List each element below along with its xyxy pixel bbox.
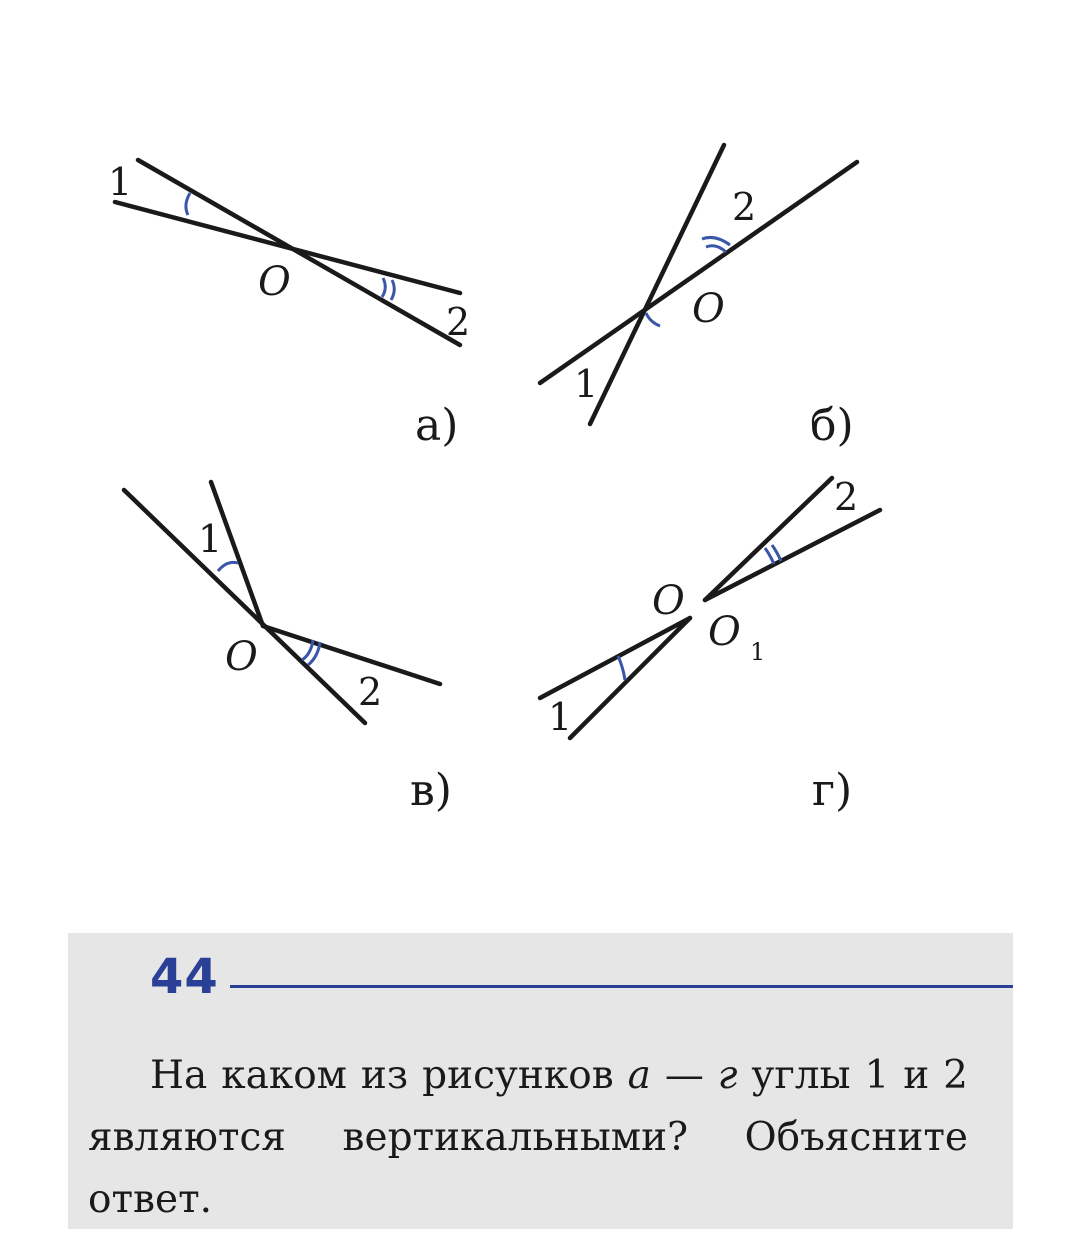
- task-divider: [230, 985, 1013, 988]
- figure-a-caption: а): [415, 400, 459, 451]
- figure-b-angle-2-arc-2: [702, 237, 730, 245]
- figure-g-vertex-label: O: [652, 578, 685, 624]
- figure-g-angle-2-arc: [765, 548, 774, 564]
- figure-a-angle-2-arc-2: [391, 280, 394, 300]
- figure-g-line-1: [540, 618, 690, 698]
- task-text-part2: углы 1 и 2 являются вертикальными? Объясните ответ.: [88, 1053, 968, 1222]
- task-var-a: а: [627, 1053, 651, 1098]
- figure-b: [540, 145, 857, 451]
- figure-v-line-3: [263, 626, 440, 684]
- figure-v-vertex-label: O: [225, 634, 258, 680]
- figure-g-vertex2-subscript: 1: [750, 638, 766, 666]
- figure-a-vertex-label: O: [258, 259, 291, 305]
- figure-a-angle-1-arc: [186, 193, 190, 215]
- figure-b-angle-2-arc: [706, 246, 726, 252]
- figure-b-line-2: [590, 145, 724, 424]
- figure-g-line-4: [705, 510, 880, 600]
- figure-v: [124, 482, 452, 816]
- figure-b-angle-1-label: 1: [574, 362, 599, 406]
- figure-g: [540, 475, 880, 816]
- figure-v-angle-2-arc: [302, 640, 313, 660]
- figure-v-line-1: [124, 490, 365, 723]
- task-text-part1: На каком из рисунков: [150, 1053, 628, 1098]
- figure-b-angle-2-label: 2: [732, 185, 757, 229]
- task-question: [88, 1045, 968, 1231]
- task-number: 44: [150, 949, 219, 1005]
- figure-g-caption: г): [812, 765, 853, 816]
- figure-b-vertex-label: O: [692, 286, 725, 332]
- figure-g-angle-1-label: 1: [548, 695, 573, 739]
- figure-a-angle-2-label: 2: [446, 300, 471, 344]
- figure-b-angle-1-arc: [646, 313, 660, 326]
- task-dash: —: [650, 1053, 718, 1098]
- figure-g-angle-2-label: 2: [834, 475, 859, 519]
- figure-v-caption: в): [410, 765, 452, 816]
- figure-a-angle-1-label: 1: [108, 160, 133, 204]
- figure-g-angle-2-arc-2: [772, 545, 781, 561]
- figure-g-vertex2-label: O: [708, 609, 741, 655]
- figure-v-angle-2-label: 2: [358, 670, 383, 714]
- figure-a-angle-2-arc: [382, 278, 385, 297]
- figure-g-angle-1-arc: [618, 656, 625, 680]
- figure-g-line-2: [570, 618, 690, 738]
- figure-b-caption: б): [810, 400, 854, 451]
- figure-v-angle-1-label: 1: [198, 517, 223, 561]
- figure-a: [108, 160, 470, 451]
- task-panel: [68, 933, 1013, 1229]
- task-var-g: г: [717, 1053, 738, 1098]
- figure-v-angle-1-arc: [218, 562, 238, 571]
- figure-g-line-3: [705, 478, 832, 600]
